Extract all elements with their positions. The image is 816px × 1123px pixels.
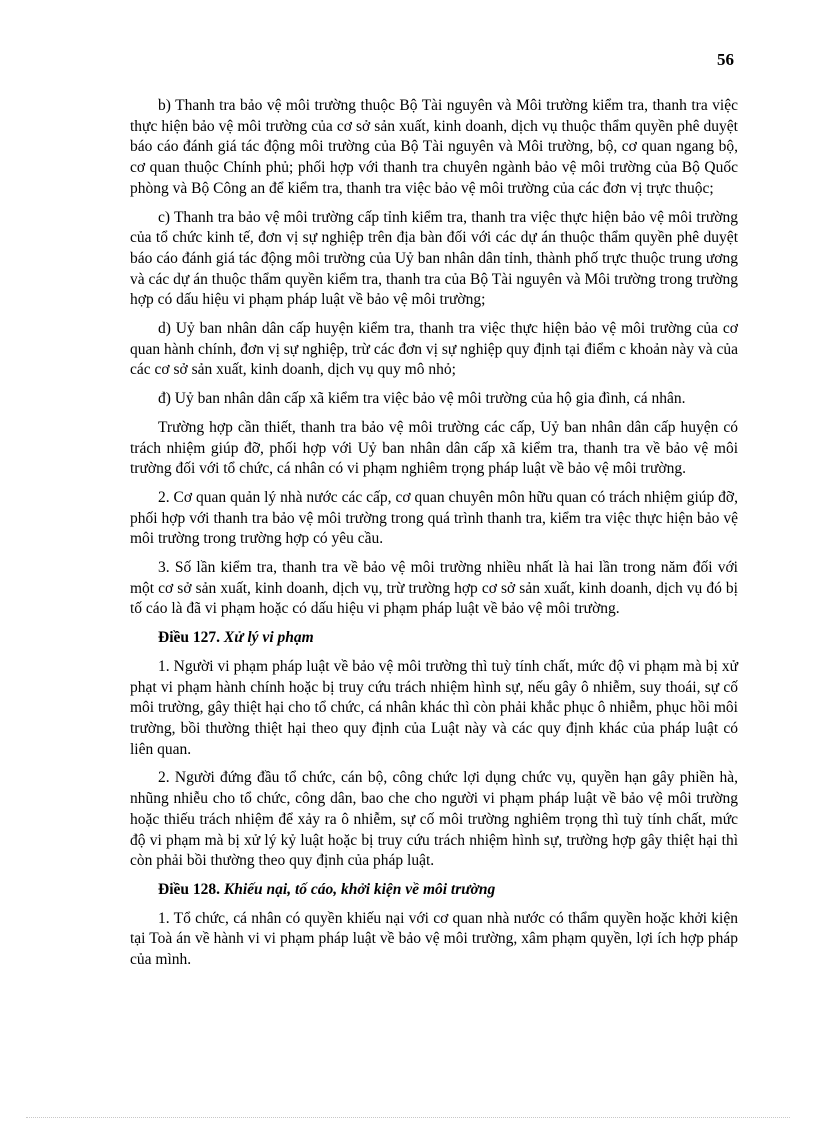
article-128-number: Điều 128. bbox=[158, 880, 220, 898]
article-128-clause-1: 1. Tổ chức, cá nhân có quyền khiếu nại với cơ quan nhà nước có thẩm quyền hoặc khởi kiện tại Toà án về hành vi vi phạm pháp luật về bảo vệ môi trường, xâm phạm quyền, lợi ích hợp pháp của mình. bbox=[130, 909, 738, 969]
paragraph-point-d: d) Uỷ ban nhân dân cấp huyện kiểm tra, thanh tra việc thực hiện bảo vệ môi trường của cơ quan hành chính, đơn vị sự nghiệp, trừ các đơn vị sự nghiệp quy định tại điểm c khoản này và của các cơ sở sản xuất, kinh doanh, dịch vụ quy mô nhỏ; bbox=[130, 320, 738, 379]
paragraph-clause-2: 2. Cơ quan quản lý nhà nước các cấp, cơ quan chuyên môn hữu quan có trách nhiệm giúp đỡ, phối hợp với thanh tra bảo vệ môi trường trong quá trình thanh tra, kiểm tra việc thực hiện bảo vệ môi trường trong trường hợp có yêu cầu. bbox=[130, 488, 738, 548]
paragraph-point-c: c) Thanh tra bảo vệ môi trường cấp tỉnh kiểm tra, thanh tra việc thực hiện bảo vệ môi trường của tổ chức kinh tế, đơn vị sự nghiệp trên địa bàn đối với các dự án thuộc thẩm quyền phê duyệt báo cáo đánh giá tác động môi trường của Uỷ ban nhân dân tỉnh, thành phố trực thuộc trung ương và các dự án thuộc thẩm quyền kiểm tra, thanh tra của Bộ Tài nguyên và Môi trường trong trường hợp có dấu hiệu vi phạm pháp luật về bảo vệ môi trường; bbox=[130, 208, 738, 309]
page-number: 56 bbox=[717, 50, 734, 69]
article-127-clause-2: 2. Người đứng đầu tổ chức, cán bộ, công chức lợi dụng chức vụ, quyền hạn gây phiền hà, nhũng nhiễu cho tổ chức, công dân, bao che cho người vi phạm pháp luật về bảo vệ môi trường hoặc thiếu trách nhiệm để xảy ra ô nhiễm, sự cố môi trường nghiêm trọng thì tuỳ tính chất, mức độ vi phạm mà bị xử lý kỷ luật hoặc bị truy cứu trách nhiệm hình sự, trường hợp gây thiệt hại thì còn phải bồi thường theo quy định của pháp luật. bbox=[130, 769, 738, 870]
article-127-number: Điều 127. bbox=[158, 629, 220, 647]
paragraph-point-b: b) Thanh tra bảo vệ môi trường thuộc Bộ Tài nguyên và Môi trường kiểm tra, thanh tra việc thực hiện bảo vệ môi trường của cơ sở sản xuất, kinh doanh, dịch vụ thuộc thẩm quyền phê duyệt báo cáo đánh giá tác động môi trường của Bộ Tài nguyên và Môi trường, bộ, cơ quan ngang bộ, cơ quan thuộc Chính phủ; phối hợp với thanh tra chuyên ngành bảo vệ môi trường của Bộ Quốc phòng và Bộ Công an để kiểm tra, thanh tra việc bảo vệ môi trường của các đơn vị trực thuộc; bbox=[130, 97, 738, 197]
paragraph-necessary-case: Trường hợp cần thiết, thanh tra bảo vệ môi trường các cấp, Uỷ ban nhân dân cấp huyện có trách nhiệm giúp đỡ, phối hợp với Uỷ ban nhân dân cấp xã kiểm tra, thanh tra về bảo vệ môi trường đối với tổ chức, cá nhân có vi phạm nghiêm trọng pháp luật về bảo vệ môi trường. bbox=[130, 418, 738, 478]
paragraph-point-dd: đ) Uỷ ban nhân dân cấp xã kiểm tra việc bảo vệ môi trường của hộ gia đình, cá nhân. bbox=[158, 390, 686, 408]
paragraph-clause-3: 3. Số lần kiểm tra, thanh tra về bảo vệ môi trường nhiều nhất là hai lần trong năm đối với một cơ sở sản xuất, kinh doanh, dịch vụ, trừ trường hợp cơ sở sản xuất, kinh doanh, dịch vụ đó bị tố cáo là đã vi phạm hoặc có dấu hiệu vi phạm pháp luật về bảo vệ môi trường. bbox=[130, 559, 738, 618]
bottom-divider bbox=[26, 1117, 790, 1118]
article-128-heading bbox=[130, 880, 738, 901]
article-127-clause-1: 1. Người vi phạm pháp luật về bảo vệ môi trường thì tuỳ tính chất, mức độ vi phạm mà bị xử phạt vi phạm hành chính hoặc bị truy cứu trách nhiệm hình sự, nếu gây ô nhiễm, suy thoái, sự cố môi trường, gây thiệt hại cho tổ chức, cá nhân khác thì còn phải khắc phục ô nhiễm, phục hồi môi trường, bồi thường thiệt hại theo quy định của Luật này và các quy định khác của pháp luật có liên quan. bbox=[130, 657, 738, 758]
article-128-title: Khiếu nại, tố cáo, khởi kiện về môi trường bbox=[223, 880, 496, 898]
article-127-heading bbox=[130, 628, 738, 649]
article-127-title: Xử lý vi phạm bbox=[223, 629, 314, 647]
document-body bbox=[130, 96, 738, 979]
